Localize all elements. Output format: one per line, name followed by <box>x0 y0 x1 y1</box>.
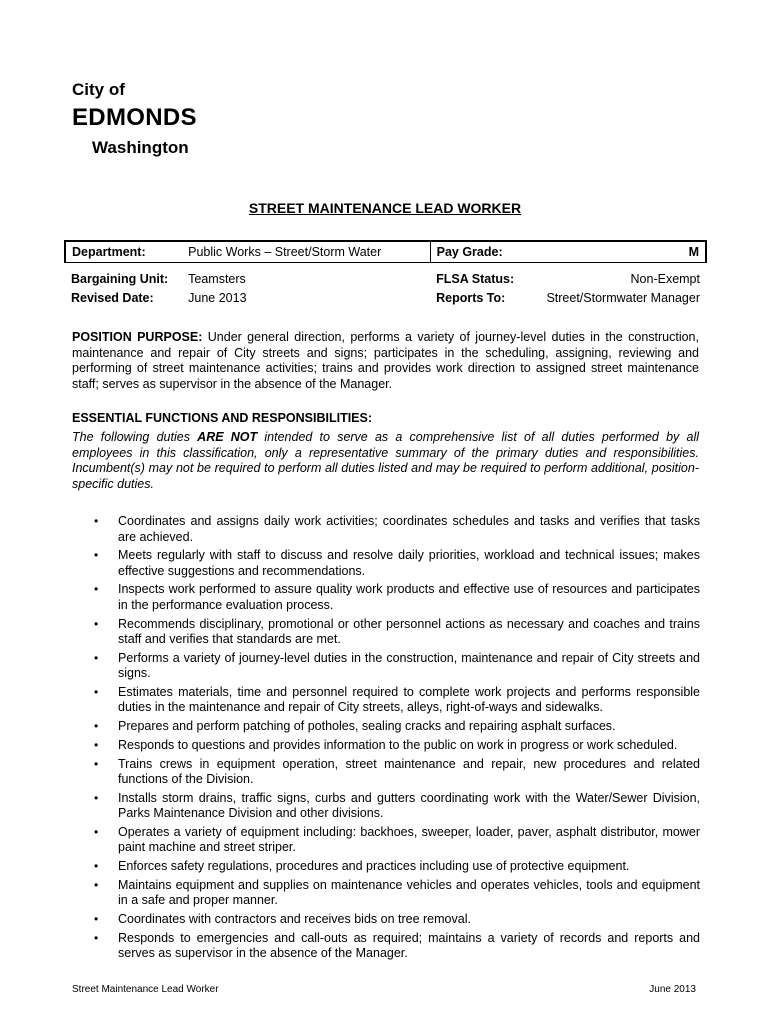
footer-title: Street Maintenance Lead Worker <box>72 984 219 995</box>
duty-text: Prepares and perform patching of potholes, sealing cracks and repairing asphalt surfaces. <box>118 719 616 734</box>
duty-text: Meets regularly with staff to discuss and resolve daily priorities, workload and technical issues; makes effective suggestions and recommendations. <box>118 548 700 578</box>
duty-text: Enforces safety regulations, procedures and practices including use of protective equipment. <box>118 859 630 874</box>
info-row <box>65 288 706 307</box>
flsa-status-label: FLSA Status: <box>436 271 515 286</box>
bullet-icon: • <box>94 582 99 597</box>
city-of-label: City of <box>72 80 125 99</box>
duty-text: Coordinates and assigns daily work activities; coordinates schedules and tasks and verifies that tasks are achieved. <box>118 514 700 544</box>
duty-text: Recommends disciplinary, promotional or other personnel actions as necessary and coaches and trains staff and verifies that standards are met. <box>118 616 700 647</box>
intro-text-b: intended to serve as a comprehensive list of all duties performed by all employees in this classification, only a representative summary of the primary duties and responsibilities. Incumbent(s) may not be required to perform all duties listed and may be required to perform additional, position-specific duties. <box>72 430 700 491</box>
essential-functions-heading: ESSENTIAL FUNCTIONS AND RESPONSIBILITIES: <box>72 411 373 425</box>
state-name: Washington <box>92 138 189 157</box>
reports-to-value: Street/Stormwater Manager <box>546 290 700 305</box>
duty-text: Inspects work performed to assure quality work products and effective use of resources and participates in the performance evaluation process. <box>118 582 700 612</box>
duties-list <box>90 514 700 965</box>
essential-functions-intro <box>72 430 699 492</box>
bullet-icon: • <box>94 737 99 752</box>
footer-date: June 2013 <box>649 984 696 995</box>
duty-text: Coordinates with contractors and receives bids on tree removal. <box>118 911 471 926</box>
list-item <box>90 582 700 613</box>
flsa-status-value: Non-Exempt <box>630 271 700 286</box>
bullet-icon: • <box>94 859 99 874</box>
list-item <box>90 617 700 648</box>
bullet-icon: • <box>94 790 99 805</box>
list-item <box>90 825 700 856</box>
list-item <box>90 878 700 909</box>
list-item <box>90 514 700 545</box>
list-item <box>90 791 700 822</box>
bullet-icon: • <box>94 514 99 528</box>
city-name: EDMONDS <box>72 104 197 131</box>
info-row <box>65 269 706 288</box>
bullet-icon: • <box>94 930 99 945</box>
list-item <box>90 651 700 682</box>
intro-text-a: The following duties <box>72 430 198 444</box>
bullet-icon: • <box>94 616 99 631</box>
pay-grade-value: M <box>540 241 706 263</box>
position-purpose-label: POSITION PURPOSE: <box>72 330 203 344</box>
list-item <box>90 912 700 928</box>
position-info-table <box>64 240 707 307</box>
bullet-icon: • <box>94 756 99 771</box>
duty-text: Trains crews in equipment operation, street maintenance and repair, new procedures and related functions of the Division. <box>118 756 700 786</box>
bullet-icon: • <box>94 719 99 734</box>
list-item <box>90 738 700 754</box>
duty-text: Performs a variety of journey-level duties in the construction, maintenance and repair of City streets and signs. <box>118 650 700 681</box>
list-item <box>90 931 700 962</box>
pay-grade-label: Pay Grade: <box>430 241 540 263</box>
list-item <box>90 757 700 788</box>
bullet-icon: • <box>94 684 99 699</box>
bullet-icon: • <box>94 877 99 892</box>
bullet-icon: • <box>94 548 99 563</box>
list-item <box>90 548 700 579</box>
department-value: Public Works – Street/Storm Water <box>182 241 430 263</box>
duty-text: Maintains equipment and supplies on maintenance vehicles and operates vehicles, tools and equipment in a safe and proper manner. <box>118 877 700 908</box>
bullet-icon: • <box>94 911 99 926</box>
duty-text: Responds to emergencies and call-outs as required; maintains a variety of records and reports and serves as supervisor in the absence of the Manager. <box>118 930 700 961</box>
position-purpose-text: Under general direction, performs a variety of journey-level duties in the construction, maintenance and repair of City streets and signs; participates in the scheduling, assigning, reviewing and performing of street maintenance activities; trains and provides work direction to assigned street maintenance staff; serves as supervisor in the absence of the Manager. <box>72 330 699 391</box>
department-label: Department: <box>65 241 182 263</box>
list-item <box>90 719 700 735</box>
bargaining-unit-value: Teamsters <box>188 271 246 286</box>
job-title: STREET MAINTENANCE LEAD WORKER <box>248 200 522 216</box>
reports-to-label: Reports To: <box>436 290 506 305</box>
bullet-icon: • <box>94 824 99 839</box>
position-purpose <box>72 330 699 392</box>
revised-date-value: June 2013 <box>188 290 247 305</box>
info-row <box>65 241 706 263</box>
revised-date-label: Revised Date: <box>71 290 154 305</box>
bullet-icon: • <box>94 650 99 665</box>
duty-text: Installs storm drains, traffic signs, curbs and gutters coordinating work with the Water/Sewer Division, Parks Maintenance Division and other divisions. <box>118 790 700 821</box>
list-item <box>90 685 700 716</box>
duty-text: Estimates materials, time and personnel required to complete work projects and performs responsible duties in the maintenance and repair of City streets, alleys, right-of-ways and sidewalks. <box>118 684 700 715</box>
duty-text: Responds to questions and provides information to the public on work in progress or work scheduled. <box>118 737 678 752</box>
intro-emphasis: ARE NOT <box>197 430 258 444</box>
list-item <box>90 859 700 875</box>
duty-text: Operates a variety of equipment including: backhoes, sweeper, loader, paver, asphalt distributor, mower paint machine and street striper. <box>118 824 700 855</box>
bargaining-unit-label: Bargaining Unit: <box>71 271 169 286</box>
